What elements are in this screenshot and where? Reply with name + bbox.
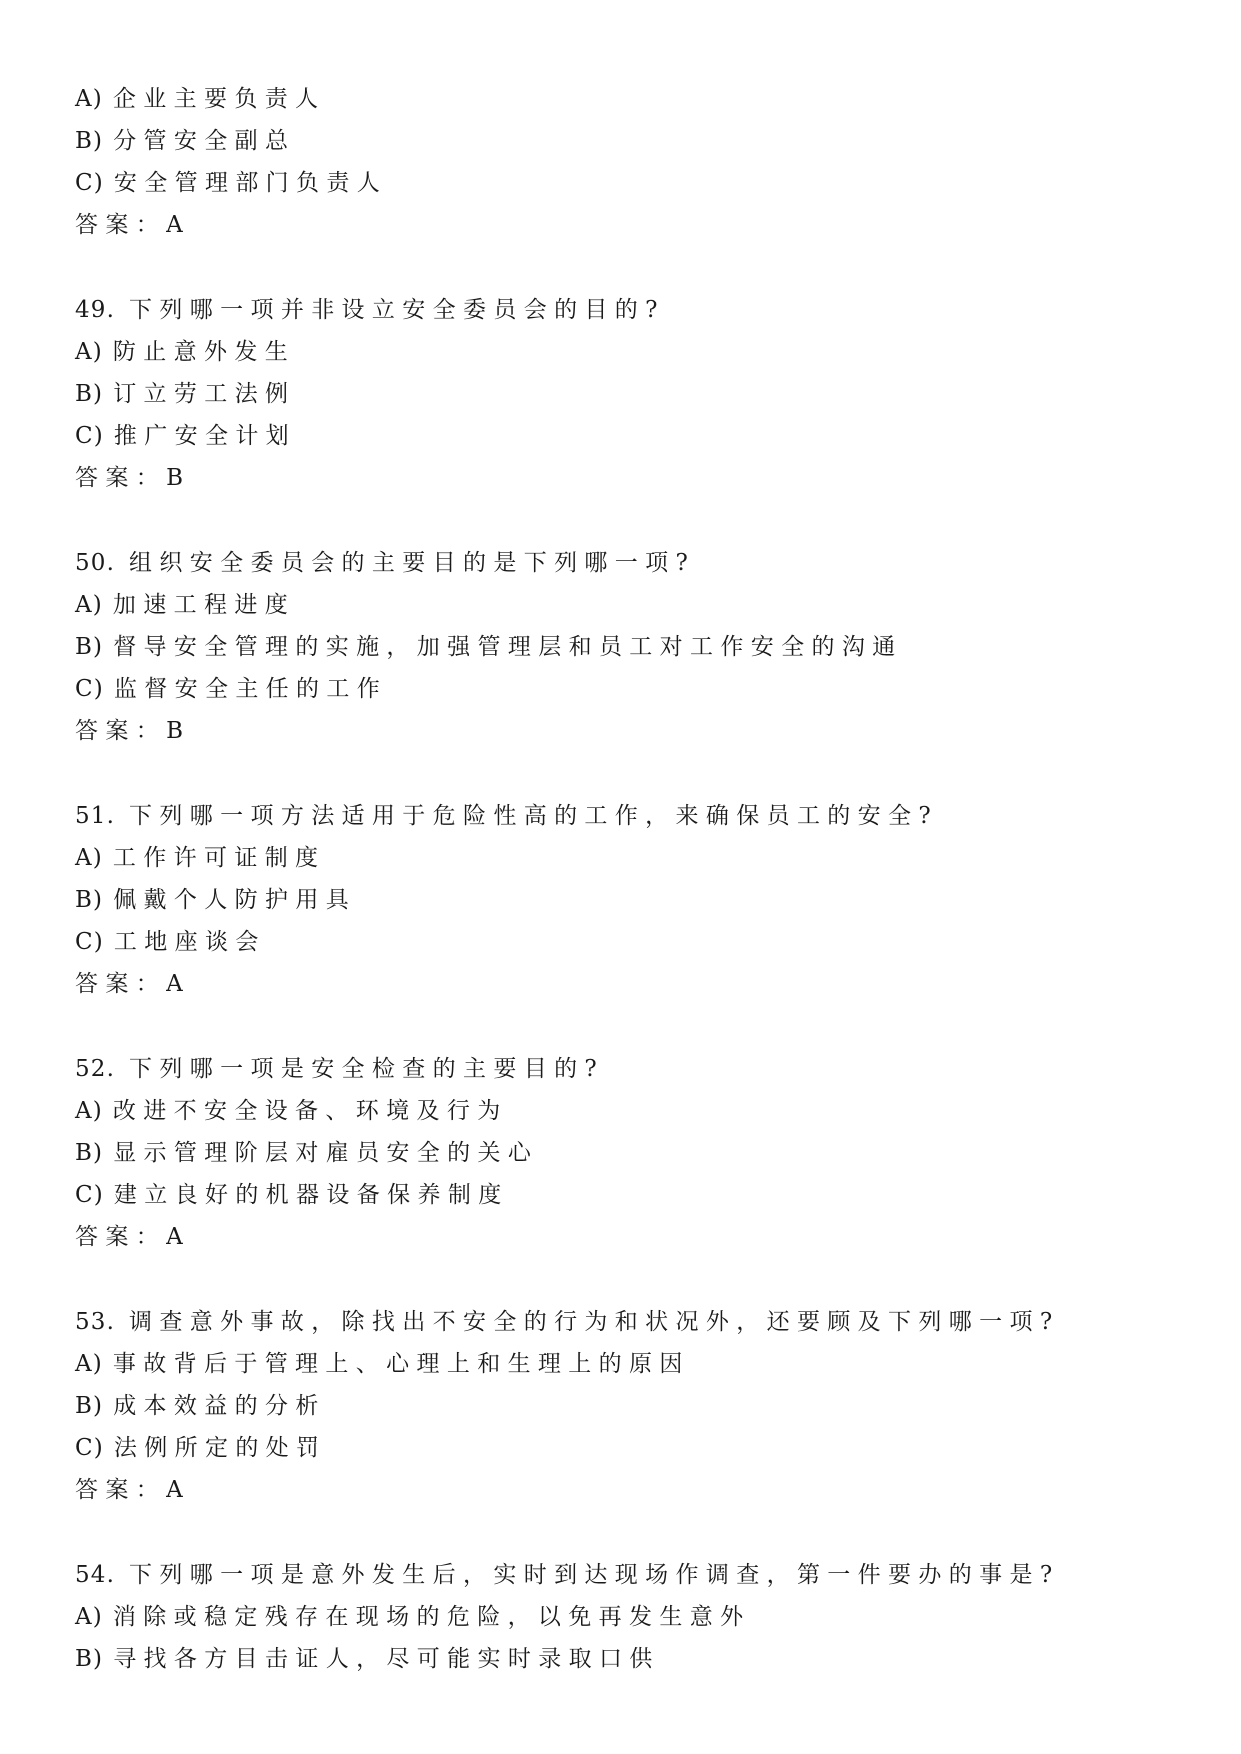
question-block-51 (75, 795, 1175, 1005)
question-number: 54. (75, 1562, 116, 1588)
question-line (75, 795, 1175, 837)
answer-line: 答案：A (75, 971, 191, 997)
option-b: B) 督导安全管理的实施，加强管理层和员工对工作安全的沟通 (75, 634, 903, 660)
option-b: B) 订立劳工法例 (75, 381, 296, 407)
option-a: A) 企业主要负责人 (75, 86, 326, 112)
question-line (75, 289, 1175, 331)
option-a: A) 消除或稳定残存在现场的危险，以免再发生意外 (75, 1604, 751, 1630)
option-a: A) 加速工程进度 (75, 592, 296, 618)
question-line (75, 1048, 1175, 1090)
option-a: A) 事故背后于管理上、心理上和生理上的原因 (75, 1351, 690, 1377)
question-block-52 (75, 1048, 1175, 1258)
option-b: B) 显示管理阶层对雇员安全的关心 (75, 1140, 539, 1166)
question-line (75, 542, 1175, 584)
question-line (75, 1554, 1175, 1596)
question-block-48 (75, 78, 1175, 246)
option-a: A) 改进不安全设备、环境及行为 (75, 1098, 508, 1124)
option-a: A) 防止意外发生 (75, 339, 296, 365)
answer-line: 答案：B (75, 718, 191, 744)
answer-line: 答案：A (75, 1224, 191, 1250)
question-number: 52. (75, 1056, 116, 1082)
question-number: 50. (75, 550, 116, 576)
question-line (75, 1301, 1175, 1343)
document-page (75, 78, 1175, 1680)
answer-line: 答案：A (75, 212, 191, 238)
option-b: B) 分管安全副总 (75, 128, 296, 154)
option-b: B) 佩戴个人防护用具 (75, 887, 357, 913)
option-c: C) 监督安全主任的工作 (75, 676, 388, 702)
question-text: 下列哪一项是安全检查的主要目的? (129, 1056, 605, 1082)
question-text: 调查意外事故，除找出不安全的行为和状况外，还要顾及下列哪一项? (129, 1309, 1060, 1335)
option-c: C) 推广安全计划 (75, 423, 297, 449)
option-c: C) 法例所定的处罚 (75, 1435, 327, 1461)
question-text: 下列哪一项并非设立安全委员会的目的? (129, 297, 665, 323)
answer-line: 答案：A (75, 1477, 191, 1503)
question-block-53 (75, 1301, 1175, 1511)
option-b: B) 寻找各方目击证人，尽可能实时录取口供 (75, 1646, 660, 1672)
answer-line: 答案：B (75, 465, 191, 491)
question-block-49 (75, 289, 1175, 499)
option-a: A) 工作许可证制度 (75, 845, 326, 871)
question-text: 下列哪一项是意外发生后，实时到达现场作调查，第一件要办的事是? (129, 1562, 1060, 1588)
question-number: 49. (75, 297, 116, 323)
question-text: 下列哪一项方法适用于危险性高的工作，来确保员工的安全? (129, 803, 939, 829)
option-c: C) 建立良好的机器设备保养制度 (75, 1182, 509, 1208)
question-number: 53. (75, 1309, 116, 1335)
option-c: C) 工地座谈会 (75, 929, 266, 955)
question-number: 51. (75, 803, 116, 829)
option-c: C) 安全管理部门负责人 (75, 170, 388, 196)
question-text: 组织安全委员会的主要目的是下列哪一项? (129, 550, 696, 576)
option-b: B) 成本效益的分析 (75, 1393, 326, 1419)
question-block-50 (75, 542, 1175, 752)
question-block-54 (75, 1554, 1175, 1680)
